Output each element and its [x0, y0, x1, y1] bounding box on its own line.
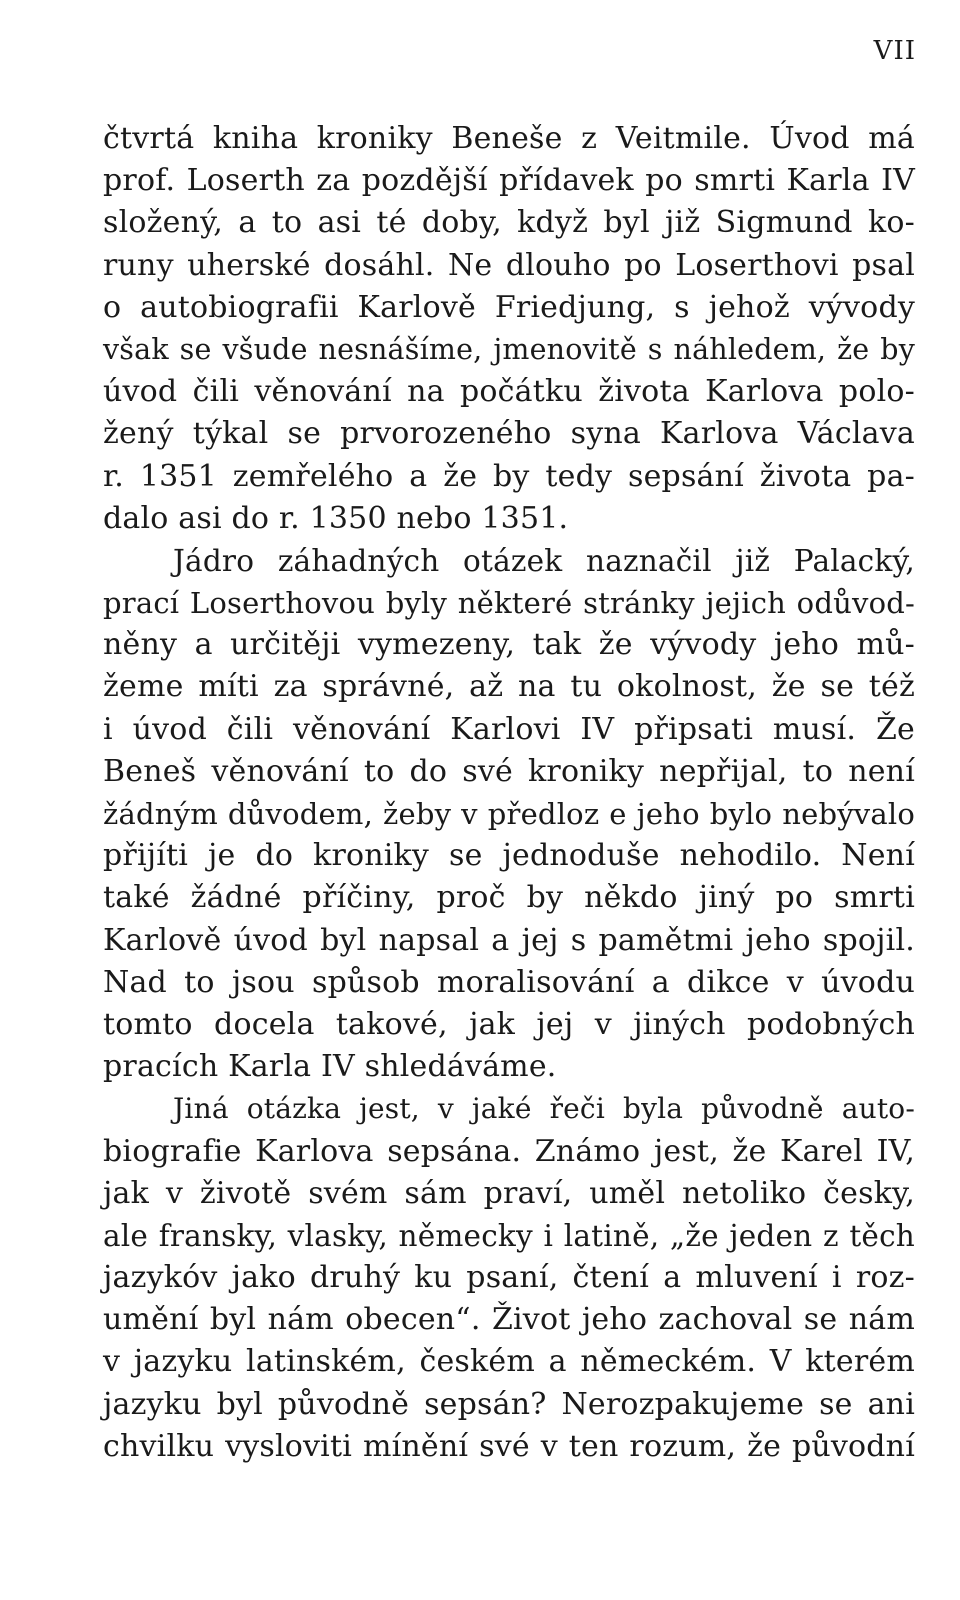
text-line: tomto docela takové, jak jej v jiných podobných: [103, 1006, 915, 1042]
text-line: r. 1351 zemřelého a že by tedy sepsání života pa-: [103, 458, 915, 494]
text-line: o autobiografii Karlově Friedjung, s jehož vývody: [103, 289, 915, 325]
text-line: runy uherské dosáhl. Ne dlouho po Loserthovi psal: [103, 247, 915, 283]
body-text: [103, 118, 915, 1468]
text-line: umění byl nám obecen“. Život jeho zachoval se nám: [103, 1302, 915, 1338]
text-line: úvod čili věnování na počátku života Karlova polo-: [103, 374, 915, 410]
text-line: ale fransky, vlasky, německy i latině, „že jeden z těch: [103, 1218, 915, 1253]
text-line: přijíti je do kroniky se jednoduše nehodilo. Není: [103, 838, 915, 874]
paragraph-end-line: dalo asi do r. 1350 nebo 1351.: [103, 500, 569, 536]
text-line: i úvod čili věnování Karlovi IV připsati musí. Že: [103, 711, 915, 747]
text-line: Beneš věnování to do své kroniky nepřijal, to není: [103, 753, 915, 789]
text-line: žeme míti za správné, až na tu okolnost, že se též: [103, 669, 915, 705]
text-line: prací Loserthovou byly některé stránky jejich odůvod-: [103, 586, 915, 621]
paragraph-end-line: pracích Karla IV shledáváme.: [103, 1049, 557, 1085]
text-line: jazyku byl původně sepsán? Nerozpakujeme se ani: [103, 1386, 915, 1422]
text-line: Karlově úvod byl napsal a jej s pamětmi jeho spojil.: [103, 922, 915, 958]
text-line: něny a určitěji vymezeny, tak že vývody jeho mů-: [103, 627, 915, 663]
text-line: žádným důvodem, žeby v předloz e jeho bylo nebývalo: [103, 797, 915, 831]
page-number: VII: [873, 36, 916, 66]
text-line: žený týkal se prvorozeného syna Karlova Václava: [103, 416, 915, 452]
text-line: jak v životě svém sám praví, uměl netoliko česky,: [103, 1175, 915, 1211]
paragraph-start-line: Jádro záhadných otázek naznačil již Palacký,: [173, 543, 915, 578]
text-line: složený, a to asi té doby, když byl již Sigmund ko-: [103, 205, 915, 241]
text-line: v jazyku latinském, českém a německém. V kterém: [103, 1344, 915, 1380]
text-line: čtvrtá kniha kroniky Beneše z Veitmile. Úvod má: [103, 121, 915, 156]
text-line: také žádné příčiny, proč by někdo jiný po smrti: [103, 880, 915, 916]
text-line: jazykóv jako druhý ku psaní, čtení a mluvení i roz-: [103, 1260, 915, 1296]
text-line: biografie Karlova sepsána. Známo jest, že Karel IV,: [103, 1133, 915, 1169]
text-line: prof. Loserth za pozdější přídavek po smrti Karla IV: [103, 163, 915, 199]
text-line: Nad to jsou spůsob moralisování a dikce v úvodu: [103, 964, 915, 1000]
text-line: však se všude nesnášíme, jmenovitě s náhledem, že by: [103, 332, 915, 366]
text-line: chvilku vysloviti mínění své v ten rozum, že původní: [103, 1428, 915, 1464]
paragraph-start-line: Jiná otázka jest, v jaké řeči byla původně auto-: [173, 1092, 915, 1126]
